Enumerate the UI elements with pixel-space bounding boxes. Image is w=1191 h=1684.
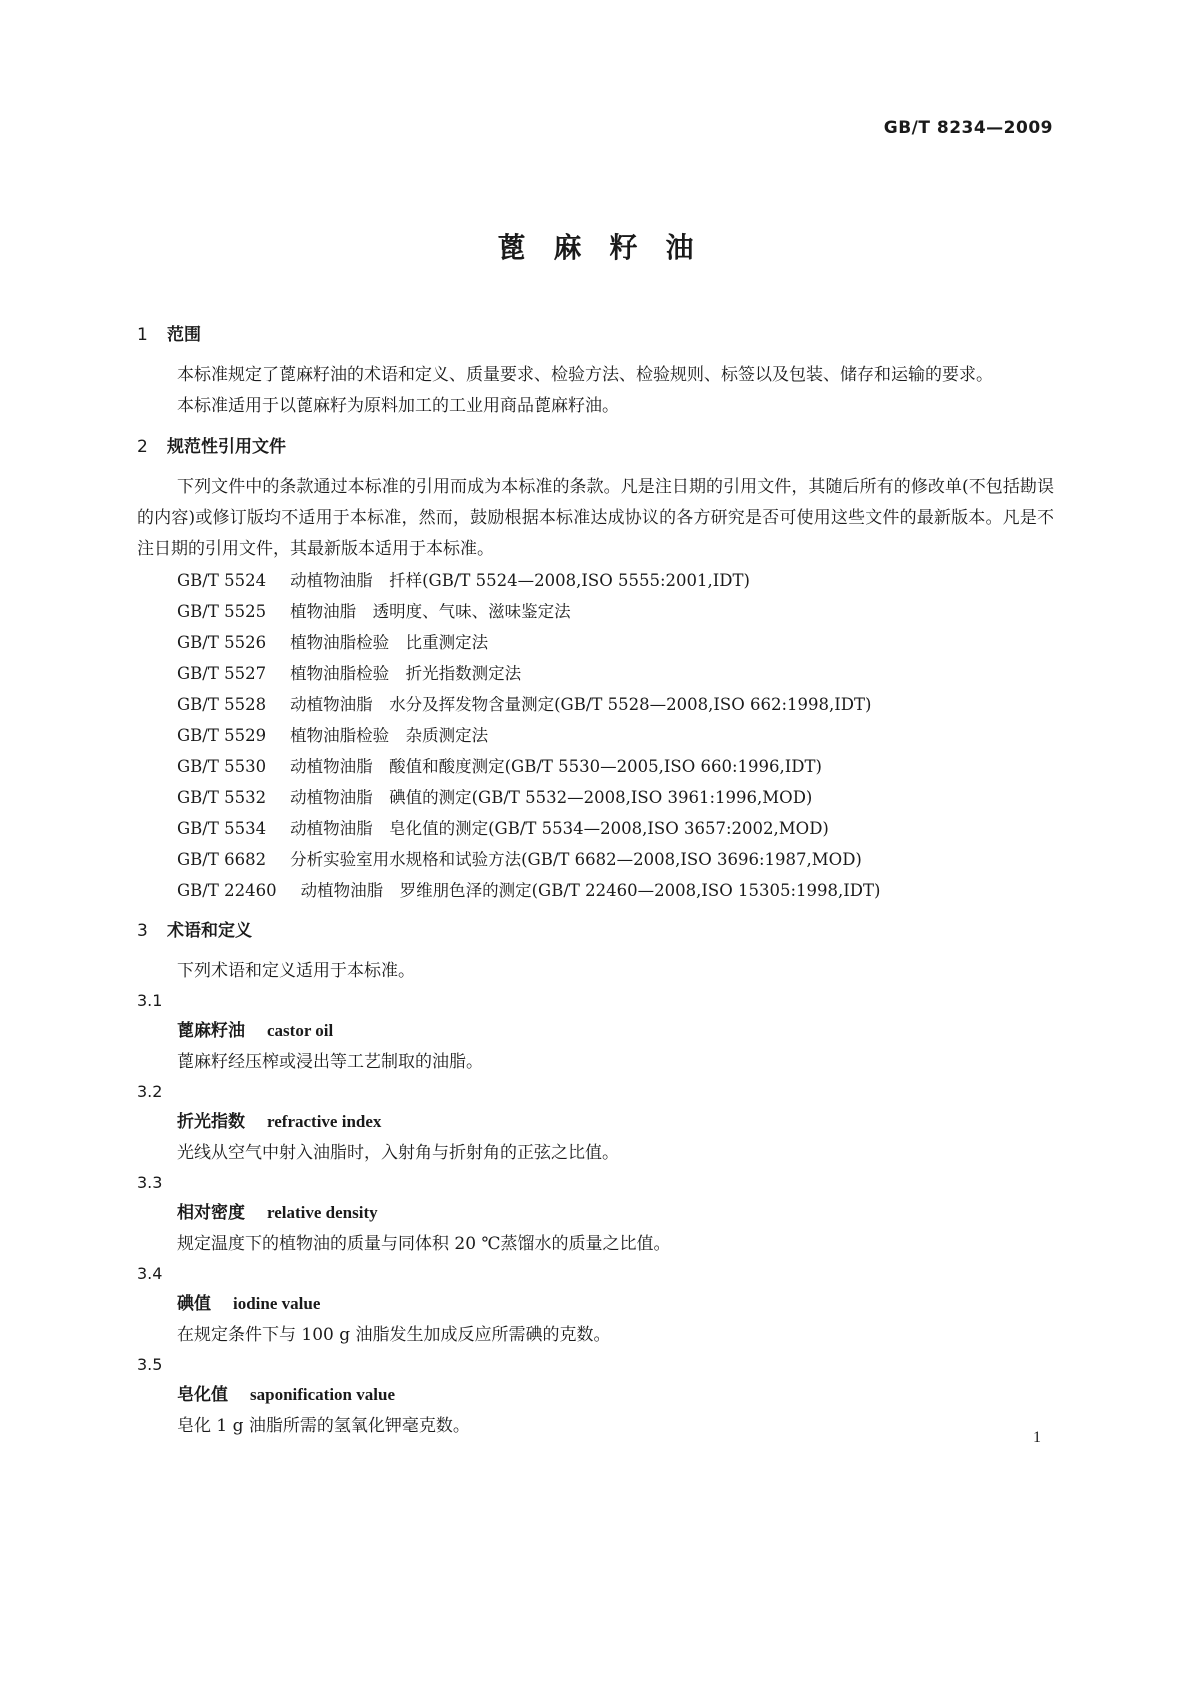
term-name-line [137, 1379, 1054, 1411]
reference-title: 植物油脂检验 比重测定法 [290, 633, 489, 652]
term-definition: 皂化 1 g 油脂所需的氢氧化钾毫克数。 [177, 1416, 470, 1436]
reference-item [137, 875, 1054, 906]
section-number: 3 [137, 921, 148, 941]
reference-item [137, 565, 1054, 596]
standard-code: GB/T 8234—2009 [883, 118, 1053, 138]
references-intro-paragraph: 下列文件中的条款通过本标准的引用而成为本标准的条款。凡是注日期的引用文件，其随后所有的修改单(不包括勘误的内容)或修订版均不适用于本标准，然而，鼓励根据本标准达成协议的各方研究是否可使用这些文件的最新版本。凡是不注日期的引用文件，其最新版本适用于本标准。 [137, 477, 1054, 559]
term-name-line [137, 1015, 1054, 1047]
term-entry [137, 1351, 1054, 1442]
section-number: 2 [137, 437, 148, 457]
reference-list [137, 565, 1054, 906]
reference-code: GB/T 5530 [177, 757, 267, 776]
reference-code: GB/T 5529 [177, 726, 267, 745]
reference-code: GB/T 5532 [177, 788, 267, 807]
scope-paragraph: 本标准规定了蓖麻籽油的术语和定义、质量要求、检验方法、检验规则、标签以及包装、储存和运输的要求。 [177, 365, 993, 385]
term-number: 3.5 [137, 1355, 163, 1374]
term-number: 3.3 [137, 1173, 163, 1192]
term-definition: 在规定条件下与 100 g 油脂发生加成反应所需碘的克数。 [177, 1325, 611, 1345]
reference-item [137, 689, 1054, 720]
term-entry [137, 1260, 1054, 1351]
term-chinese: 相对密度 [177, 1203, 245, 1223]
reference-item [137, 844, 1054, 875]
reference-title: 动植物油脂 水分及挥发物含量测定(GB/T 5528—2008,ISO 662:1998,IDT) [290, 695, 872, 714]
term-definition: 蓖麻籽经压榨或浸出等工艺制取的油脂。 [177, 1052, 483, 1072]
reference-code: GB/T 5528 [177, 695, 267, 714]
term-entry [137, 1078, 1054, 1169]
term-chinese: 蓖麻籽油 [177, 1021, 245, 1041]
reference-code: GB/T 5534 [177, 819, 267, 838]
section-heading-normative-references [137, 434, 1054, 460]
reference-item [137, 627, 1054, 658]
reference-title: 动植物油脂 扦样(GB/T 5524—2008,ISO 5555:2001,IDT) [290, 571, 750, 590]
term-chinese: 皂化值 [177, 1385, 228, 1405]
terms-intro-paragraph: 下列术语和定义适用于本标准。 [177, 961, 415, 981]
reference-title: 动植物油脂 皂化值的测定(GB/T 5534—2008,ISO 3657:2002,MOD) [290, 819, 829, 838]
reference-title: 植物油脂检验 折光指数测定法 [290, 664, 522, 683]
reference-code: GB/T 5527 [177, 664, 267, 683]
term-definition: 规定温度下的植物油的质量与同体积 20 ℃蒸馏水的质量之比值。 [177, 1234, 671, 1254]
reference-item [137, 751, 1054, 782]
term-number: 3.4 [137, 1264, 163, 1283]
section-title: 范围 [167, 325, 201, 345]
term-definition: 光线从空气中射入油脂时，入射角与折射角的正弦之比值。 [177, 1143, 619, 1163]
reference-item [137, 596, 1054, 627]
reference-code: GB/T 5524 [177, 571, 267, 590]
term-english: relative density [267, 1203, 378, 1222]
section-number: 1 [137, 325, 148, 345]
term-chinese: 碘值 [177, 1294, 211, 1314]
term-name-line [137, 1288, 1054, 1320]
section-title: 规范性引用文件 [167, 437, 286, 457]
page-number: 1 [1033, 1429, 1041, 1446]
scope-paragraph: 本标准适用于以蓖麻籽为原料加工的工业用商品蓖麻籽油。 [177, 396, 619, 416]
section-heading-terms-definitions [137, 918, 1054, 944]
reference-code: GB/T 5525 [177, 602, 267, 621]
term-number: 3.2 [137, 1082, 163, 1101]
term-chinese: 折光指数 [177, 1112, 245, 1132]
term-number: 3.1 [137, 991, 163, 1010]
term-entry [137, 1169, 1054, 1260]
reference-title: 动植物油脂 酸值和酸度测定(GB/T 5530—2005,ISO 660:1996,IDT) [290, 757, 822, 776]
reference-code: GB/T 6682 [177, 850, 267, 869]
reference-code: GB/T 22460 [177, 881, 277, 900]
reference-title: 植物油脂 透明度、气味、滋味鉴定法 [290, 602, 571, 621]
term-english: refractive index [267, 1112, 382, 1131]
term-english: saponification value [250, 1385, 395, 1404]
reference-item [137, 658, 1054, 689]
section-title: 术语和定义 [167, 921, 252, 941]
term-english: castor oil [267, 1021, 334, 1040]
reference-item [137, 720, 1054, 751]
term-name-line [137, 1197, 1054, 1229]
term-list [137, 987, 1054, 1442]
reference-title: 动植物油脂 罗维朋色泽的测定(GB/T 22460—2008,ISO 15305:1998,IDT) [300, 881, 881, 900]
reference-title: 植物油脂检验 杂质测定法 [290, 726, 489, 745]
reference-code: GB/T 5526 [177, 633, 267, 652]
term-entry [137, 987, 1054, 1078]
term-name-line [137, 1106, 1054, 1138]
reference-item [137, 813, 1054, 844]
reference-title: 分析实验室用水规格和试验方法(GB/T 6682—2008,ISO 3696:1987,MOD) [290, 850, 862, 869]
section-heading-scope [137, 322, 1054, 348]
term-english: iodine value [233, 1294, 321, 1313]
reference-item [137, 782, 1054, 813]
document-title: 蓖麻籽油 [497, 231, 722, 264]
document-body [137, 322, 1054, 1442]
reference-title: 动植物油脂 碘值的测定(GB/T 5532—2008,ISO 3961:1996,MOD) [290, 788, 813, 807]
